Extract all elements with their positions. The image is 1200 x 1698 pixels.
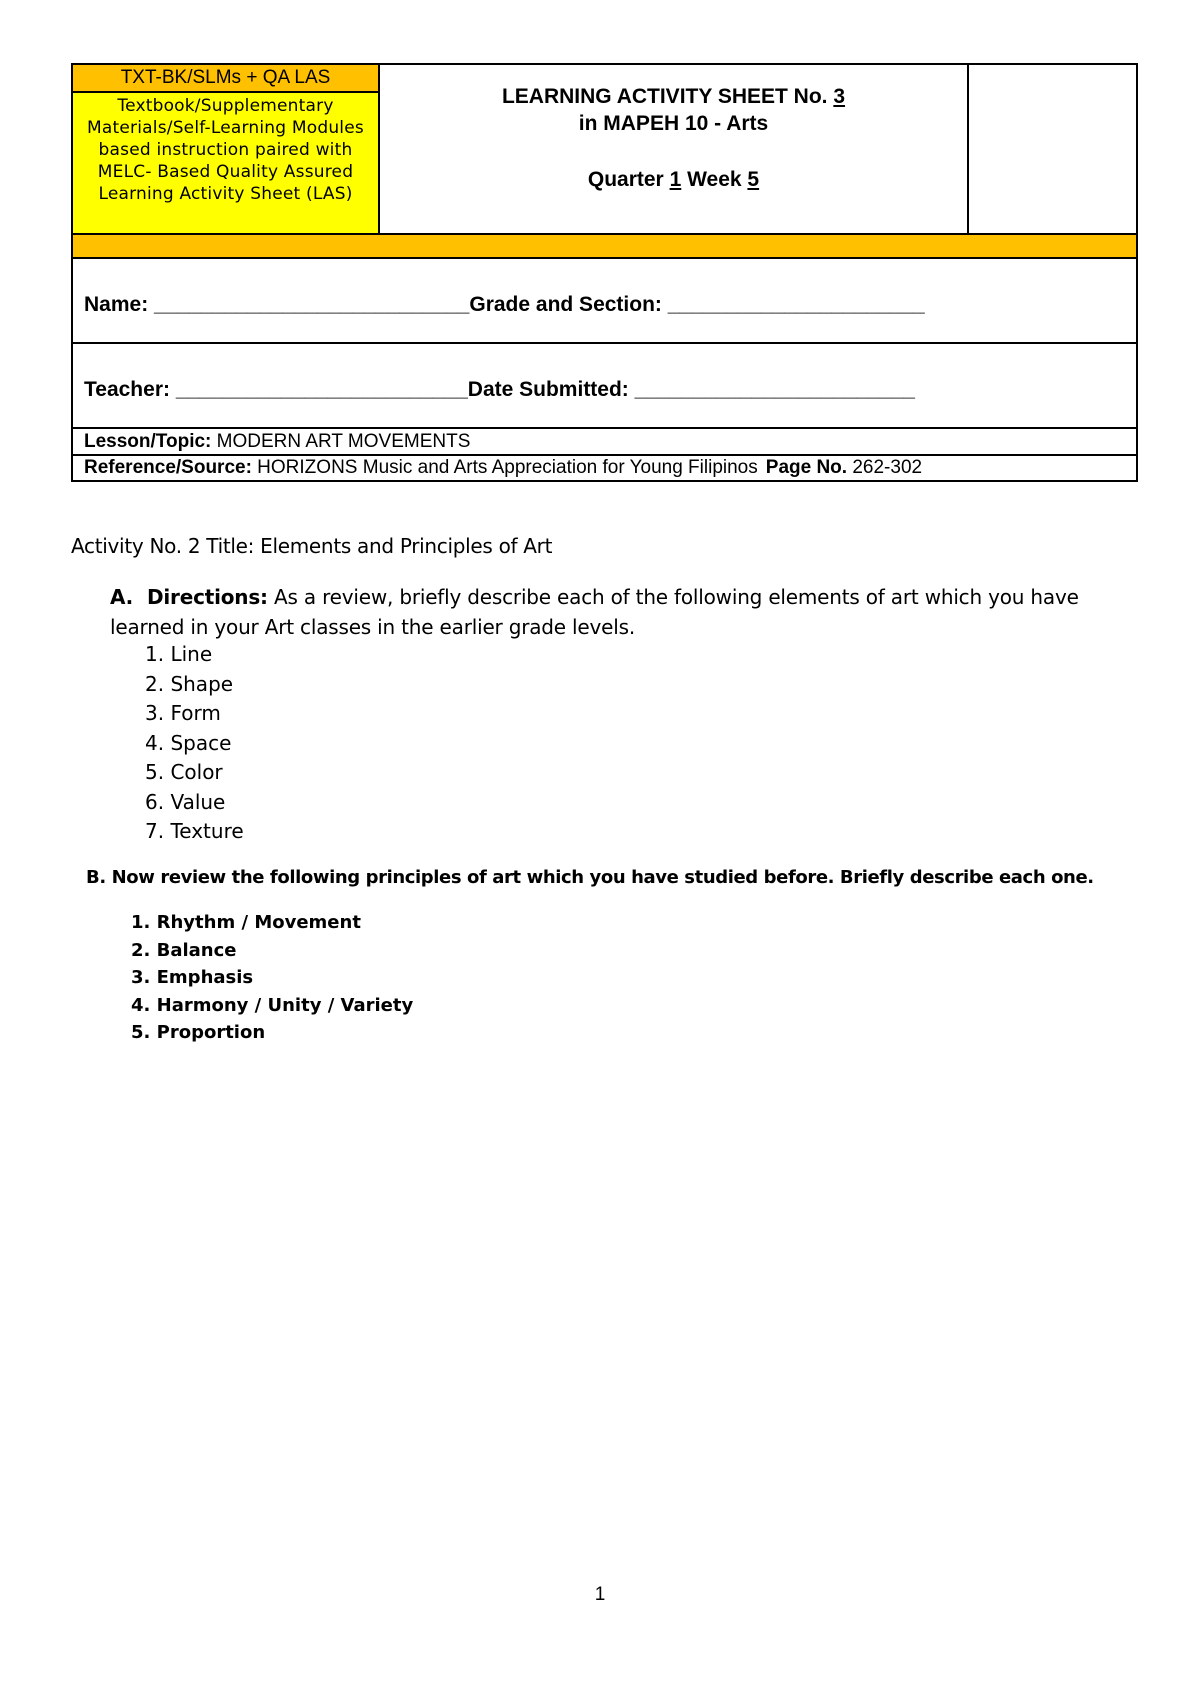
sheet-title-prefix: LEARNING ACTIVITY SHEET No. bbox=[501, 85, 834, 108]
directions-text: As a review, briefly describe each of the following elements of art which you have learned in your Art classes in the earlier grade levels. bbox=[110, 585, 1079, 639]
activity-title: Activity No. 2 Title: Elements and Principles of Art bbox=[71, 534, 553, 558]
list-item: 3. Form bbox=[145, 701, 221, 725]
directions-label: Directions: bbox=[147, 585, 268, 609]
list-item: 3. Emphasis bbox=[131, 967, 254, 988]
page-number: 1 bbox=[594, 1584, 606, 1605]
list-item: 7. Texture bbox=[145, 819, 244, 843]
name-grade-row bbox=[73, 259, 1136, 344]
list-item: 5. Proportion bbox=[131, 1022, 266, 1043]
name-grade-field[interactable]: Name: ___________________________Grade and Section: ______________________ bbox=[84, 293, 925, 316]
reference-label: Reference/Source: bbox=[84, 457, 252, 478]
section-a-marker: A. bbox=[110, 585, 134, 609]
list-item: 2. Shape bbox=[145, 671, 234, 696]
header-row bbox=[73, 65, 1136, 233]
las-badge-box bbox=[73, 65, 380, 233]
reference-row bbox=[73, 456, 1147, 480]
section-b-directions: B. Now review the following principles of art which you have studied before. Briefly describe each one. bbox=[86, 867, 1094, 888]
lesson-label: Lesson/Topic: bbox=[84, 431, 212, 452]
teacher-date-field[interactable]: Teacher: _________________________Date Submitted: ________________________ bbox=[84, 378, 915, 401]
lesson-topic-row bbox=[73, 429, 1136, 456]
sheet-title bbox=[380, 85, 967, 109]
elements-list bbox=[145, 640, 244, 847]
list-item: 6. Value bbox=[145, 789, 226, 814]
blank-cell bbox=[967, 65, 1138, 233]
orange-divider-band bbox=[73, 233, 1136, 259]
week-label: Week bbox=[681, 168, 748, 191]
list-item: 4. Harmony / Unity / Variety bbox=[131, 994, 414, 1016]
sheet-subject: in MAPEH 10 - Arts bbox=[578, 112, 769, 135]
week-number: 5 bbox=[747, 168, 760, 191]
las-badge-title: TXT-BK/SLMs + QA LAS bbox=[73, 65, 378, 93]
quarter-number: 1 bbox=[669, 168, 682, 191]
list-item: 5. Color bbox=[145, 760, 223, 784]
list-item: 2. Balance bbox=[131, 939, 237, 961]
page-no-label: Page No. bbox=[765, 457, 848, 478]
las-badge-description: Textbook/Supplementary Materials/Self-Learning Modules based instruction paired with MELC- Based Quality Assured Learning Activity Sheet (LAS) bbox=[87, 96, 364, 204]
list-item: 4. Space bbox=[145, 730, 232, 755]
teacher-date-row bbox=[73, 344, 1136, 429]
page-no-value: 262-302 bbox=[847, 457, 923, 478]
list-item: 1. Line bbox=[145, 642, 213, 666]
sheet-number: 3 bbox=[833, 85, 846, 108]
activity-sheet-header-table bbox=[71, 63, 1138, 482]
quarter-week bbox=[380, 168, 967, 192]
list-item: 1. Rhythm / Movement bbox=[131, 912, 361, 933]
lesson-value: MODERN ART MOVEMENTS bbox=[211, 431, 471, 452]
reference-value: HORIZONS Music and Arts Appreciation for Young Filipinos bbox=[251, 457, 758, 478]
sheet-title-block bbox=[380, 65, 967, 233]
section-a-directions bbox=[110, 582, 1140, 642]
quarter-label: Quarter bbox=[587, 168, 670, 191]
principles-list bbox=[131, 909, 413, 1047]
